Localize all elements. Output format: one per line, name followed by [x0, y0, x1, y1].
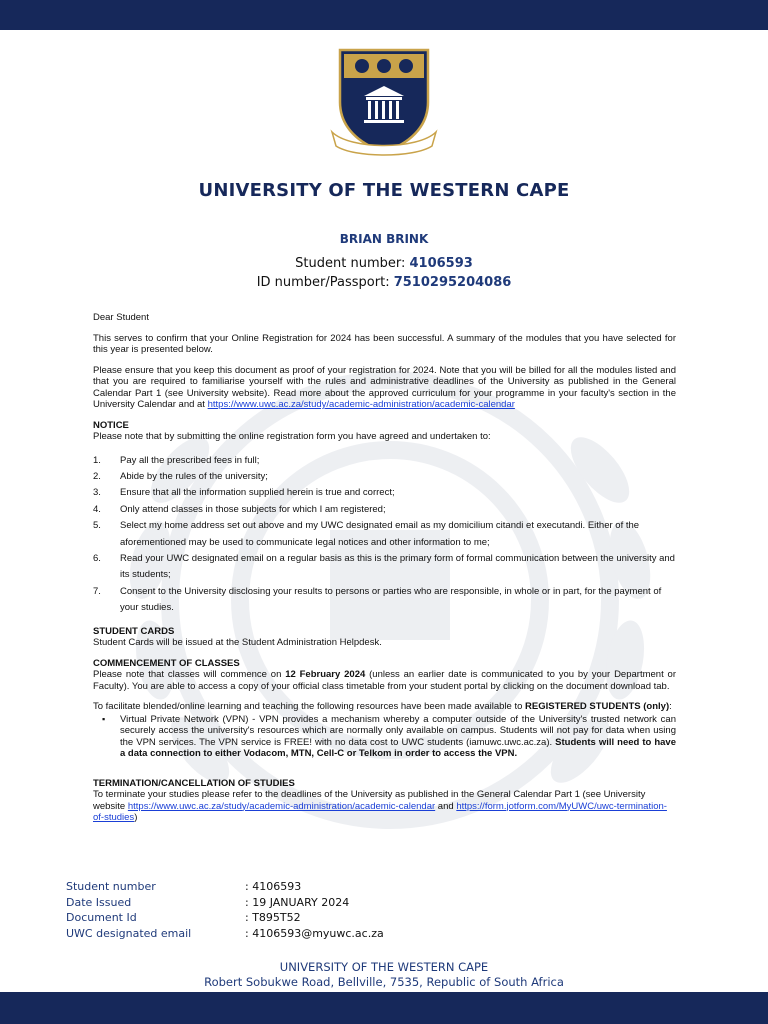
salutation: Dear Student: [93, 312, 149, 323]
paragraph-confirmation: This serves to confirm that your Online Registration for 2024 has been successful. A summary of the modules that you have selected for this year is presented below.: [93, 332, 676, 355]
classes-text-b: (unless an earlier date is communicated to you by your Department or Faculty). You are able to access a copy of your official class timetable from your student portal by clicking on the document download tab.: [93, 669, 676, 692]
letter-body: [93, 312, 676, 824]
info-value: : 4106593@myuwc.ac.za: [245, 926, 384, 940]
classes-text-a: Please note that classes will commence on: [93, 669, 286, 681]
list-item-text: Pay all the prescribed fees in full;: [120, 454, 260, 466]
id-number-value: 7510295204086: [393, 275, 512, 290]
student-name: BRIAN BRINK: [339, 232, 429, 246]
id-number-line: [0, 275, 768, 290]
list-item-number: 1.: [93, 454, 101, 466]
notice-list: [93, 453, 676, 617]
list-item-number: 5.: [93, 520, 101, 532]
list-item-text: Abide by the rules of the university;: [120, 470, 268, 482]
info-label: Student number: [66, 880, 156, 893]
list-item-number: 3.: [93, 487, 101, 499]
notice-intro: Please note that by submitting the online registration form you have agreed and undertaken to:: [93, 431, 491, 442]
notice-heading: NOTICE: [93, 419, 129, 431]
classes-date: 12 February 2024: [285, 669, 366, 681]
university-crest-icon: [330, 46, 438, 160]
resources-registered: REGISTERED STUDENTS (only): [525, 701, 670, 713]
footer-university: UNIVERSITY OF THE WESTERN CAPE: [279, 960, 489, 974]
list-item: [93, 714, 676, 760]
resources-list: [93, 714, 676, 760]
student-number-line: [0, 256, 768, 271]
list-item: [93, 584, 676, 617]
paragraph-proof-text: Please ensure that you keep this document as proof of your registration for 2024. Note that you will be billed for all the modules listed and that you are required to familiarise yourself with the rules and administrative deadlines of the University as published in the General Calendar Part 1 (see University website). Read more about the approved curriculum for your programme in your faculty's section in the University Calendar and at: [93, 364, 676, 410]
termination-close: ): [134, 812, 138, 824]
list-item: [93, 469, 676, 485]
student-cards-heading: STUDENT CARDS: [93, 625, 175, 637]
list-item-text: Ensure that all the information supplied herein is true and correct;: [120, 487, 395, 499]
vpn-bold-text: Students will need to have a data connection to either Vodacom, MTN, Cell-C or Telkom in order to access the VPN.: [120, 736, 676, 760]
student-cards-text: Student Cards will be issued at the Student Administration Helpdesk.: [93, 637, 382, 649]
list-item-number: 4.: [93, 503, 101, 515]
info-value: : 4106593: [245, 880, 302, 893]
list-item: [93, 551, 676, 584]
vpn-text: Virtual Private Network (VPN) - VPN provides a mechanism whereby a computer outside of the University's trusted network can securely access the university's resources which are normally only available on campus. Students will not pay for data when using the VPN services. The VPN service is FREE! with no data cost to UWC students (iamuwc.uwc.ac.za).: [120, 713, 676, 748]
list-item: [93, 453, 676, 469]
list-item-number: 2.: [93, 470, 101, 482]
list-item-text: Select my home address set out above and my UWC designated email as my domicilium citandi et executandi. Either of the aforementioned may be used to communicate legal notices and other information to me;: [120, 520, 640, 548]
footer-address: Robert Sobukwe Road, Bellville, 7535, Republic of South Africa: [204, 975, 564, 989]
list-item-number: 6.: [93, 552, 101, 564]
classes-text: [93, 669, 676, 692]
top-band: [0, 0, 768, 30]
id-number-label: ID number/Passport:: [256, 275, 394, 290]
calendar-link[interactable]: https://www.uwc.ac.za/study/academic-administration/academic-calendar: [207, 399, 515, 410]
termination-form-link[interactable]: https://form.jotform.com/MyUWC/uwc-termination-of-studies: [93, 800, 667, 824]
info-label: Document Id: [66, 911, 137, 924]
info-value: : T895T52: [245, 911, 301, 924]
university-title: UNIVERSITY OF THE WESTERN CAPE: [198, 180, 570, 201]
info-row: [66, 910, 384, 926]
resources-intro-text: To facilitate blended/online learning and teaching the following resources have been made available to: [93, 701, 526, 713]
info-row: [66, 895, 384, 911]
info-row: [66, 879, 384, 895]
list-item-text: Consent to the University disclosing your results to persons or parties who are responsible, in whole or in part, for the payment of your studies.: [120, 585, 662, 614]
info-label: Date Issued: [66, 895, 132, 909]
classes-heading: COMMENCEMENT OF CLASSES: [93, 657, 240, 669]
resources-intro: [93, 701, 676, 713]
termination-text-a: To terminate your studies please refer to the deadlines of the University as published in the General Calendar Part 1 (see University website: [93, 789, 646, 812]
resources-colon: :: [669, 701, 672, 713]
student-number-value: 4106593: [409, 256, 473, 271]
list-item-text: Only attend classes in those subjects for which I am registered;: [120, 503, 386, 515]
paragraph-proof: [93, 365, 676, 411]
list-item-number: 7.: [93, 585, 101, 597]
termination-heading: TERMINATION/CANCELLATION OF STUDIES: [93, 777, 295, 789]
termination-and: and: [435, 800, 457, 812]
info-value: : 19 JANUARY 2024: [245, 895, 350, 909]
list-item: [93, 518, 676, 551]
document-info: [66, 879, 384, 941]
termination-text: [93, 789, 676, 824]
list-item-text: Read your UWC designated email on a regular basis as this is the primary form of formal communication between the university and its students;: [120, 552, 675, 581]
bullet-icon: ▪: [102, 713, 106, 724]
student-number-label: Student number:: [295, 256, 410, 271]
bottom-band: [0, 992, 768, 1024]
list-item: [93, 502, 676, 518]
info-row: [66, 926, 384, 942]
termination-calendar-link[interactable]: https://www.uwc.ac.za/study/academic-administration/academic-calendar: [127, 800, 436, 812]
info-label: UWC designated email: [66, 926, 192, 940]
list-item: [93, 485, 676, 501]
